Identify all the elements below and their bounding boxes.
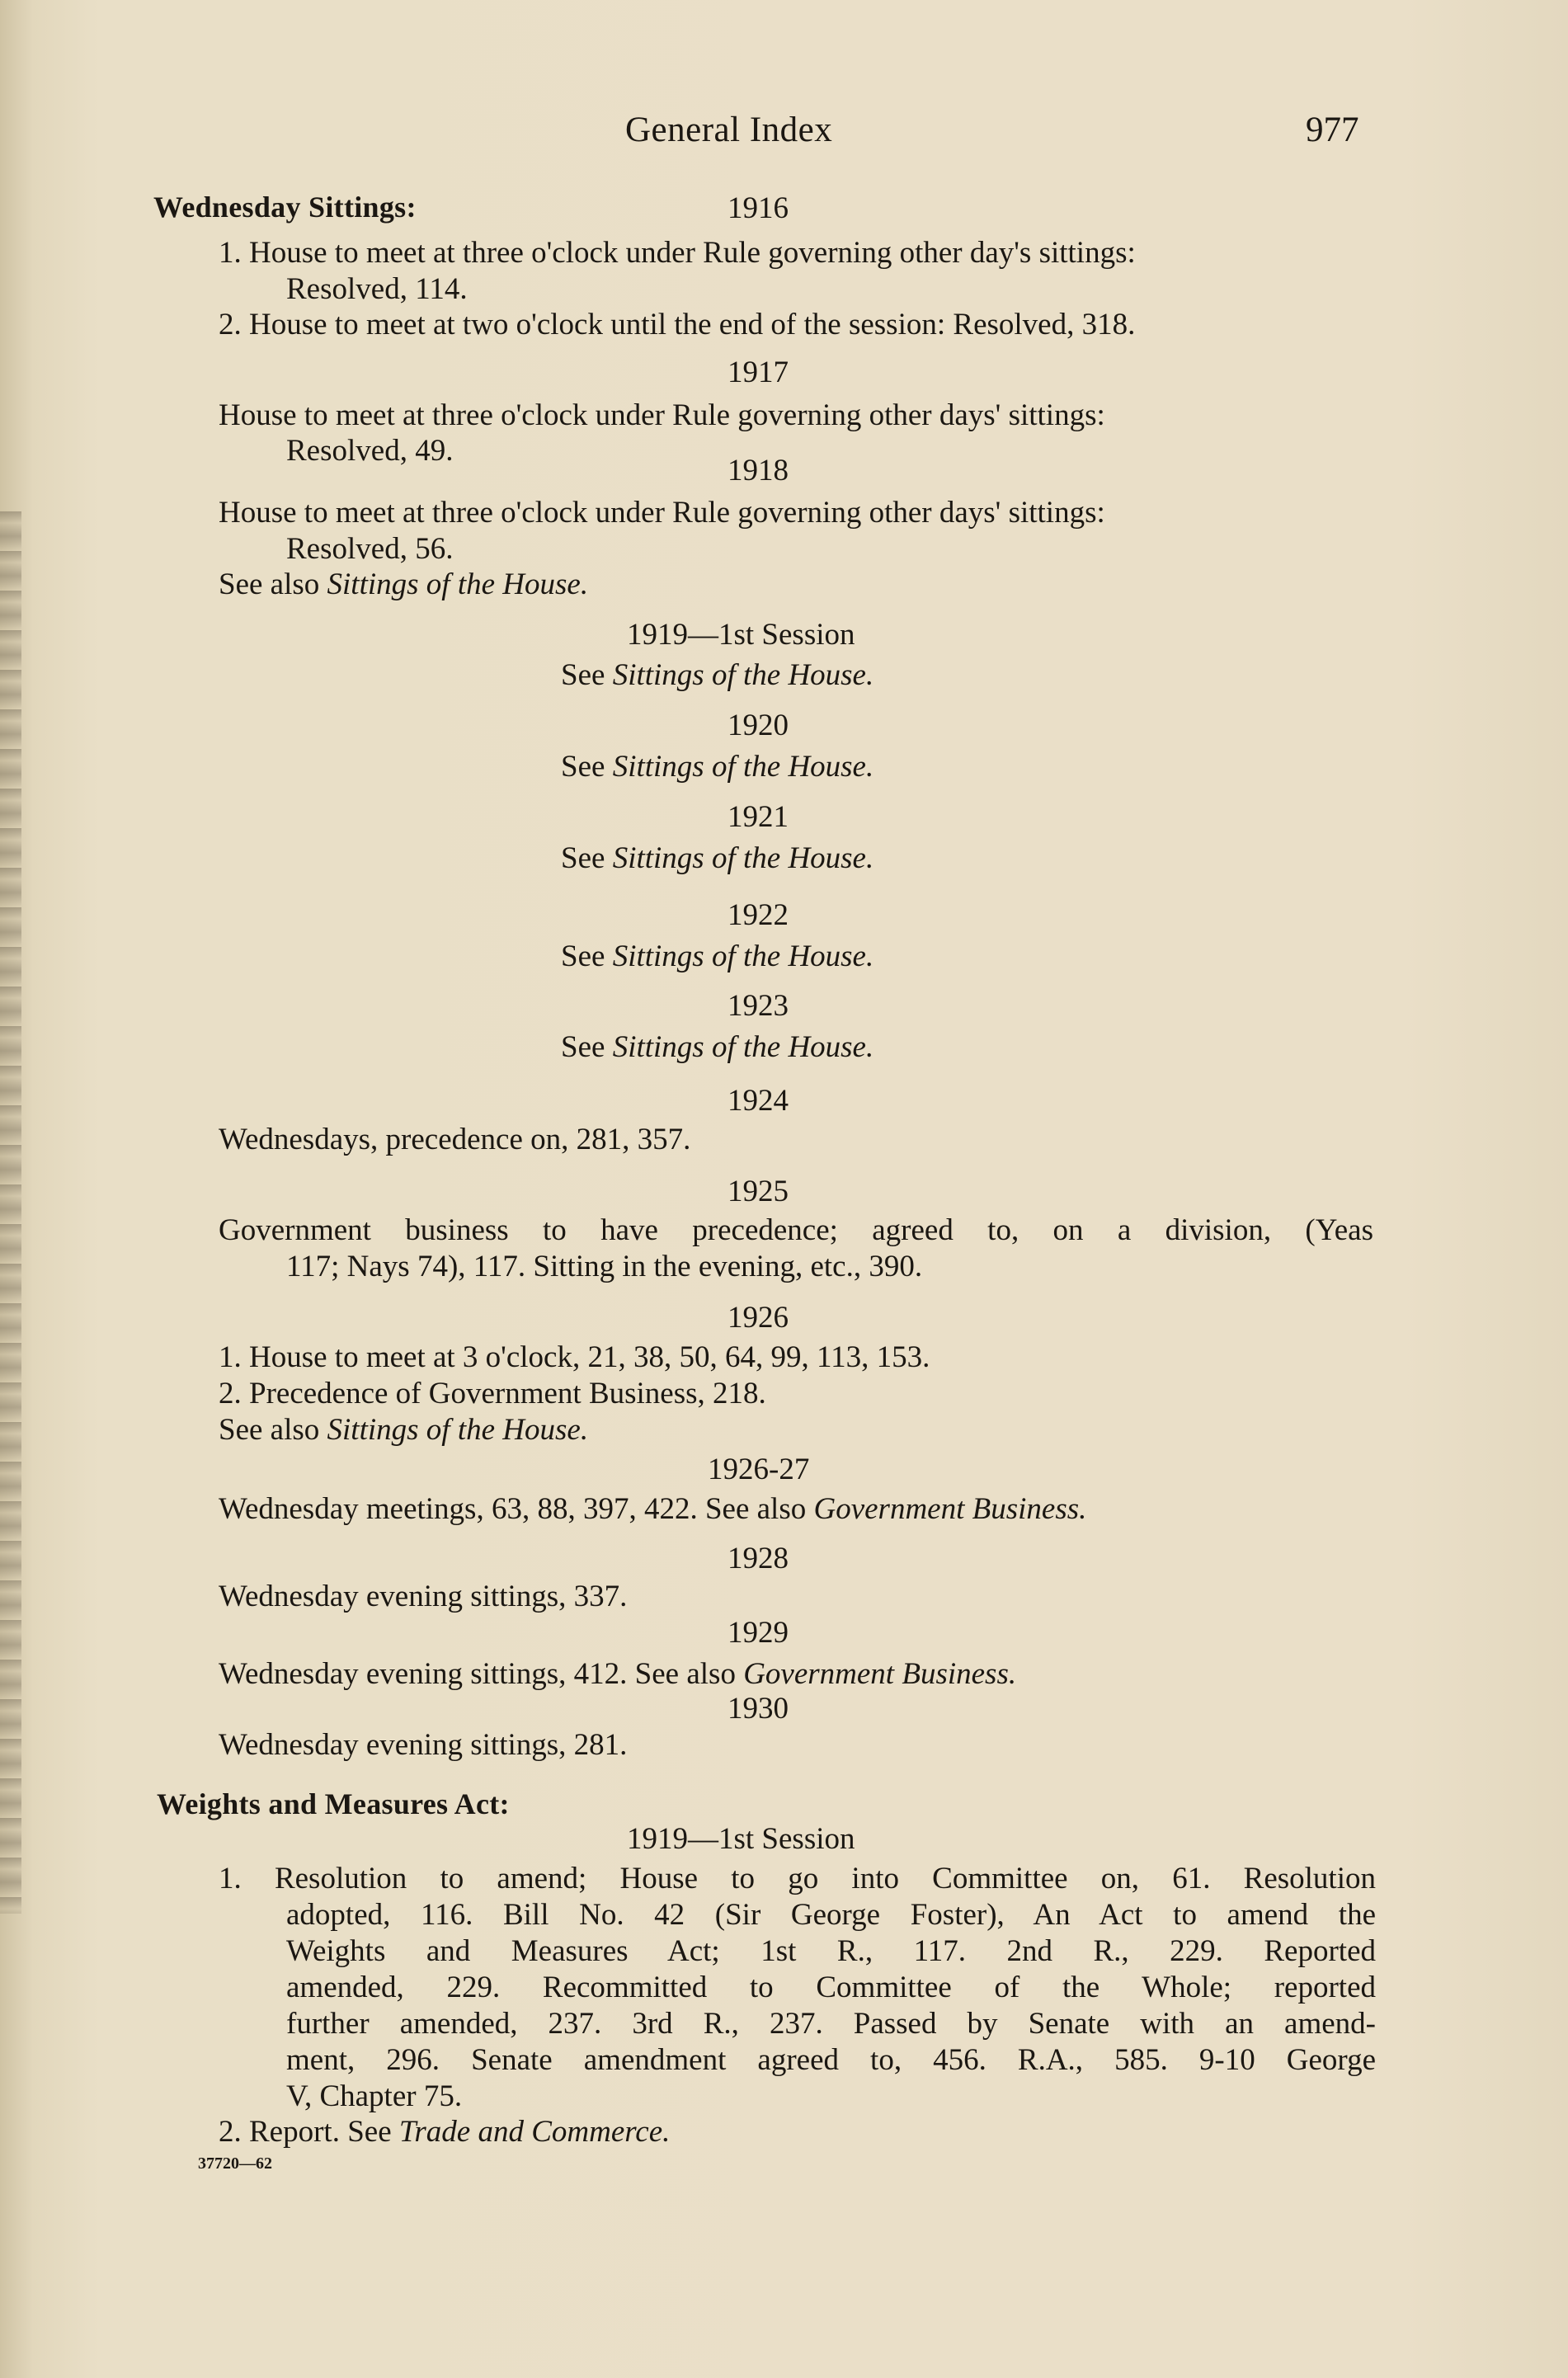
list-item-line: V, Chapter 75. <box>286 2079 463 2113</box>
see-also-prefix: See also <box>219 1413 320 1447</box>
see-line <box>561 939 873 975</box>
binding-edge-shadow <box>0 511 21 1914</box>
see-line <box>561 1029 873 1066</box>
see-prefix: See <box>561 939 605 973</box>
cross-reference: Trade and Commerce. <box>398 2115 671 2149</box>
year-1923: 1923 <box>727 989 789 1023</box>
list-item: 2. House to meet at two o'clock until the end of the session: Resolved, 318. <box>219 308 1136 341</box>
year-1916: 1916 <box>727 191 789 225</box>
list-item-line: further amended, 237. 3rd R., 237. Passed by Senate with an amend- <box>286 2007 1376 2041</box>
year-1924: 1924 <box>727 1084 789 1118</box>
year-1919-1st-session: 1919—1st Session <box>627 618 855 652</box>
list-item-continuation: Resolved, 114. <box>286 272 468 306</box>
list-item-continuation: 117; Nays 74), 117. Sitting in the evening, etc., 390. <box>286 1250 923 1283</box>
cross-reference: Sittings of the House. <box>612 1030 874 1064</box>
year-1926: 1926 <box>727 1301 789 1335</box>
list-item: Wednesday evening sittings, 281. <box>219 1728 628 1762</box>
page-number: 977 <box>1306 111 1359 149</box>
entry-heading-weights-and-measures-act: Weights and Measures Act: <box>157 1787 510 1820</box>
list-item-text: Wednesday evening sittings, 412. See also <box>219 1657 736 1691</box>
year-1921: 1921 <box>727 800 789 834</box>
list-item-line: adopted, 116. Bill No. 42 (Sir George Foster), An Act to amend the <box>286 1898 1376 1932</box>
list-item: Wednesdays, precedence on, 281, 357. <box>219 1123 691 1156</box>
printer-code: 37720—62 <box>198 2154 272 2173</box>
see-prefix: See <box>561 658 605 692</box>
list-item <box>219 2114 670 2150</box>
cross-reference: Sittings of the House. <box>612 658 874 692</box>
see-also-prefix: See also <box>219 567 320 601</box>
list-item-text: Wednesday meetings, 63, 88, 397, 422. See also <box>219 1492 807 1526</box>
year-1917: 1917 <box>727 356 789 389</box>
list-item: Government business to have precedence; agreed to, on a division, (Yeas <box>219 1213 1373 1247</box>
list-item-line: Weights and Measures Act; 1st R., 117. 2nd R., 229. Reported <box>286 1934 1376 1968</box>
cross-reference: Sittings of the House. <box>612 841 874 875</box>
see-line <box>561 841 873 877</box>
year-1930: 1930 <box>727 1692 789 1726</box>
list-item: 1. House to meet at three o'clock under Rule governing other day's sittings: <box>219 236 1136 270</box>
list-item <box>219 1656 1016 1693</box>
list-item-line: ment, 296. Senate amendment agreed to, 456. R.A., 585. 9-10 George <box>286 2043 1376 2077</box>
year-1925: 1925 <box>727 1175 789 1208</box>
list-item-text: 2. Report. See <box>219 2115 392 2149</box>
cross-reference: Sittings of the House. <box>327 1413 589 1447</box>
year-1926-27: 1926-27 <box>708 1453 810 1486</box>
see-also-line <box>219 1412 588 1448</box>
list-item <box>219 1491 1086 1528</box>
list-item-line: amended, 229. Recommitted to Committee of the Whole; reported <box>286 1971 1376 2004</box>
list-item-continuation: Resolved, 56. <box>286 532 454 566</box>
list-item-line: 1. Resolution to amend; House to go into Committee on, 61. Resolution <box>219 1862 1376 1895</box>
see-line <box>561 657 873 694</box>
year-1922: 1922 <box>727 898 789 932</box>
year-1929: 1929 <box>727 1616 789 1650</box>
list-item-continuation: Resolved, 49. <box>286 434 454 468</box>
see-prefix: See <box>561 750 605 784</box>
see-prefix: See <box>561 841 605 875</box>
cross-reference: Government Business. <box>743 1657 1017 1691</box>
cross-reference: Sittings of the House. <box>327 567 589 601</box>
year-1918: 1918 <box>727 454 789 487</box>
list-item: 1. House to meet at 3 o'clock, 21, 38, 50, 64, 99, 113, 153. <box>219 1340 930 1374</box>
session-1919-1st-session: 1919—1st Session <box>627 1822 855 1856</box>
list-item: Wednesday evening sittings, 337. <box>219 1580 628 1613</box>
list-item: 2. Precedence of Government Business, 218. <box>219 1377 766 1410</box>
running-title: General Index <box>625 111 833 149</box>
see-also-line <box>219 567 588 603</box>
entry-heading-wednesday-sittings: Wednesday Sittings: <box>153 191 417 224</box>
year-1920: 1920 <box>727 709 789 742</box>
see-line <box>561 749 873 785</box>
cross-reference: Sittings of the House. <box>612 750 874 784</box>
cross-reference: Sittings of the House. <box>612 939 874 973</box>
year-1928: 1928 <box>727 1542 789 1575</box>
cross-reference: Government Business. <box>813 1492 1087 1526</box>
see-prefix: See <box>561 1030 605 1064</box>
list-item: House to meet at three o'clock under Rule governing other days' sittings: <box>219 398 1105 432</box>
list-item: House to meet at three o'clock under Rule governing other days' sittings: <box>219 496 1105 530</box>
